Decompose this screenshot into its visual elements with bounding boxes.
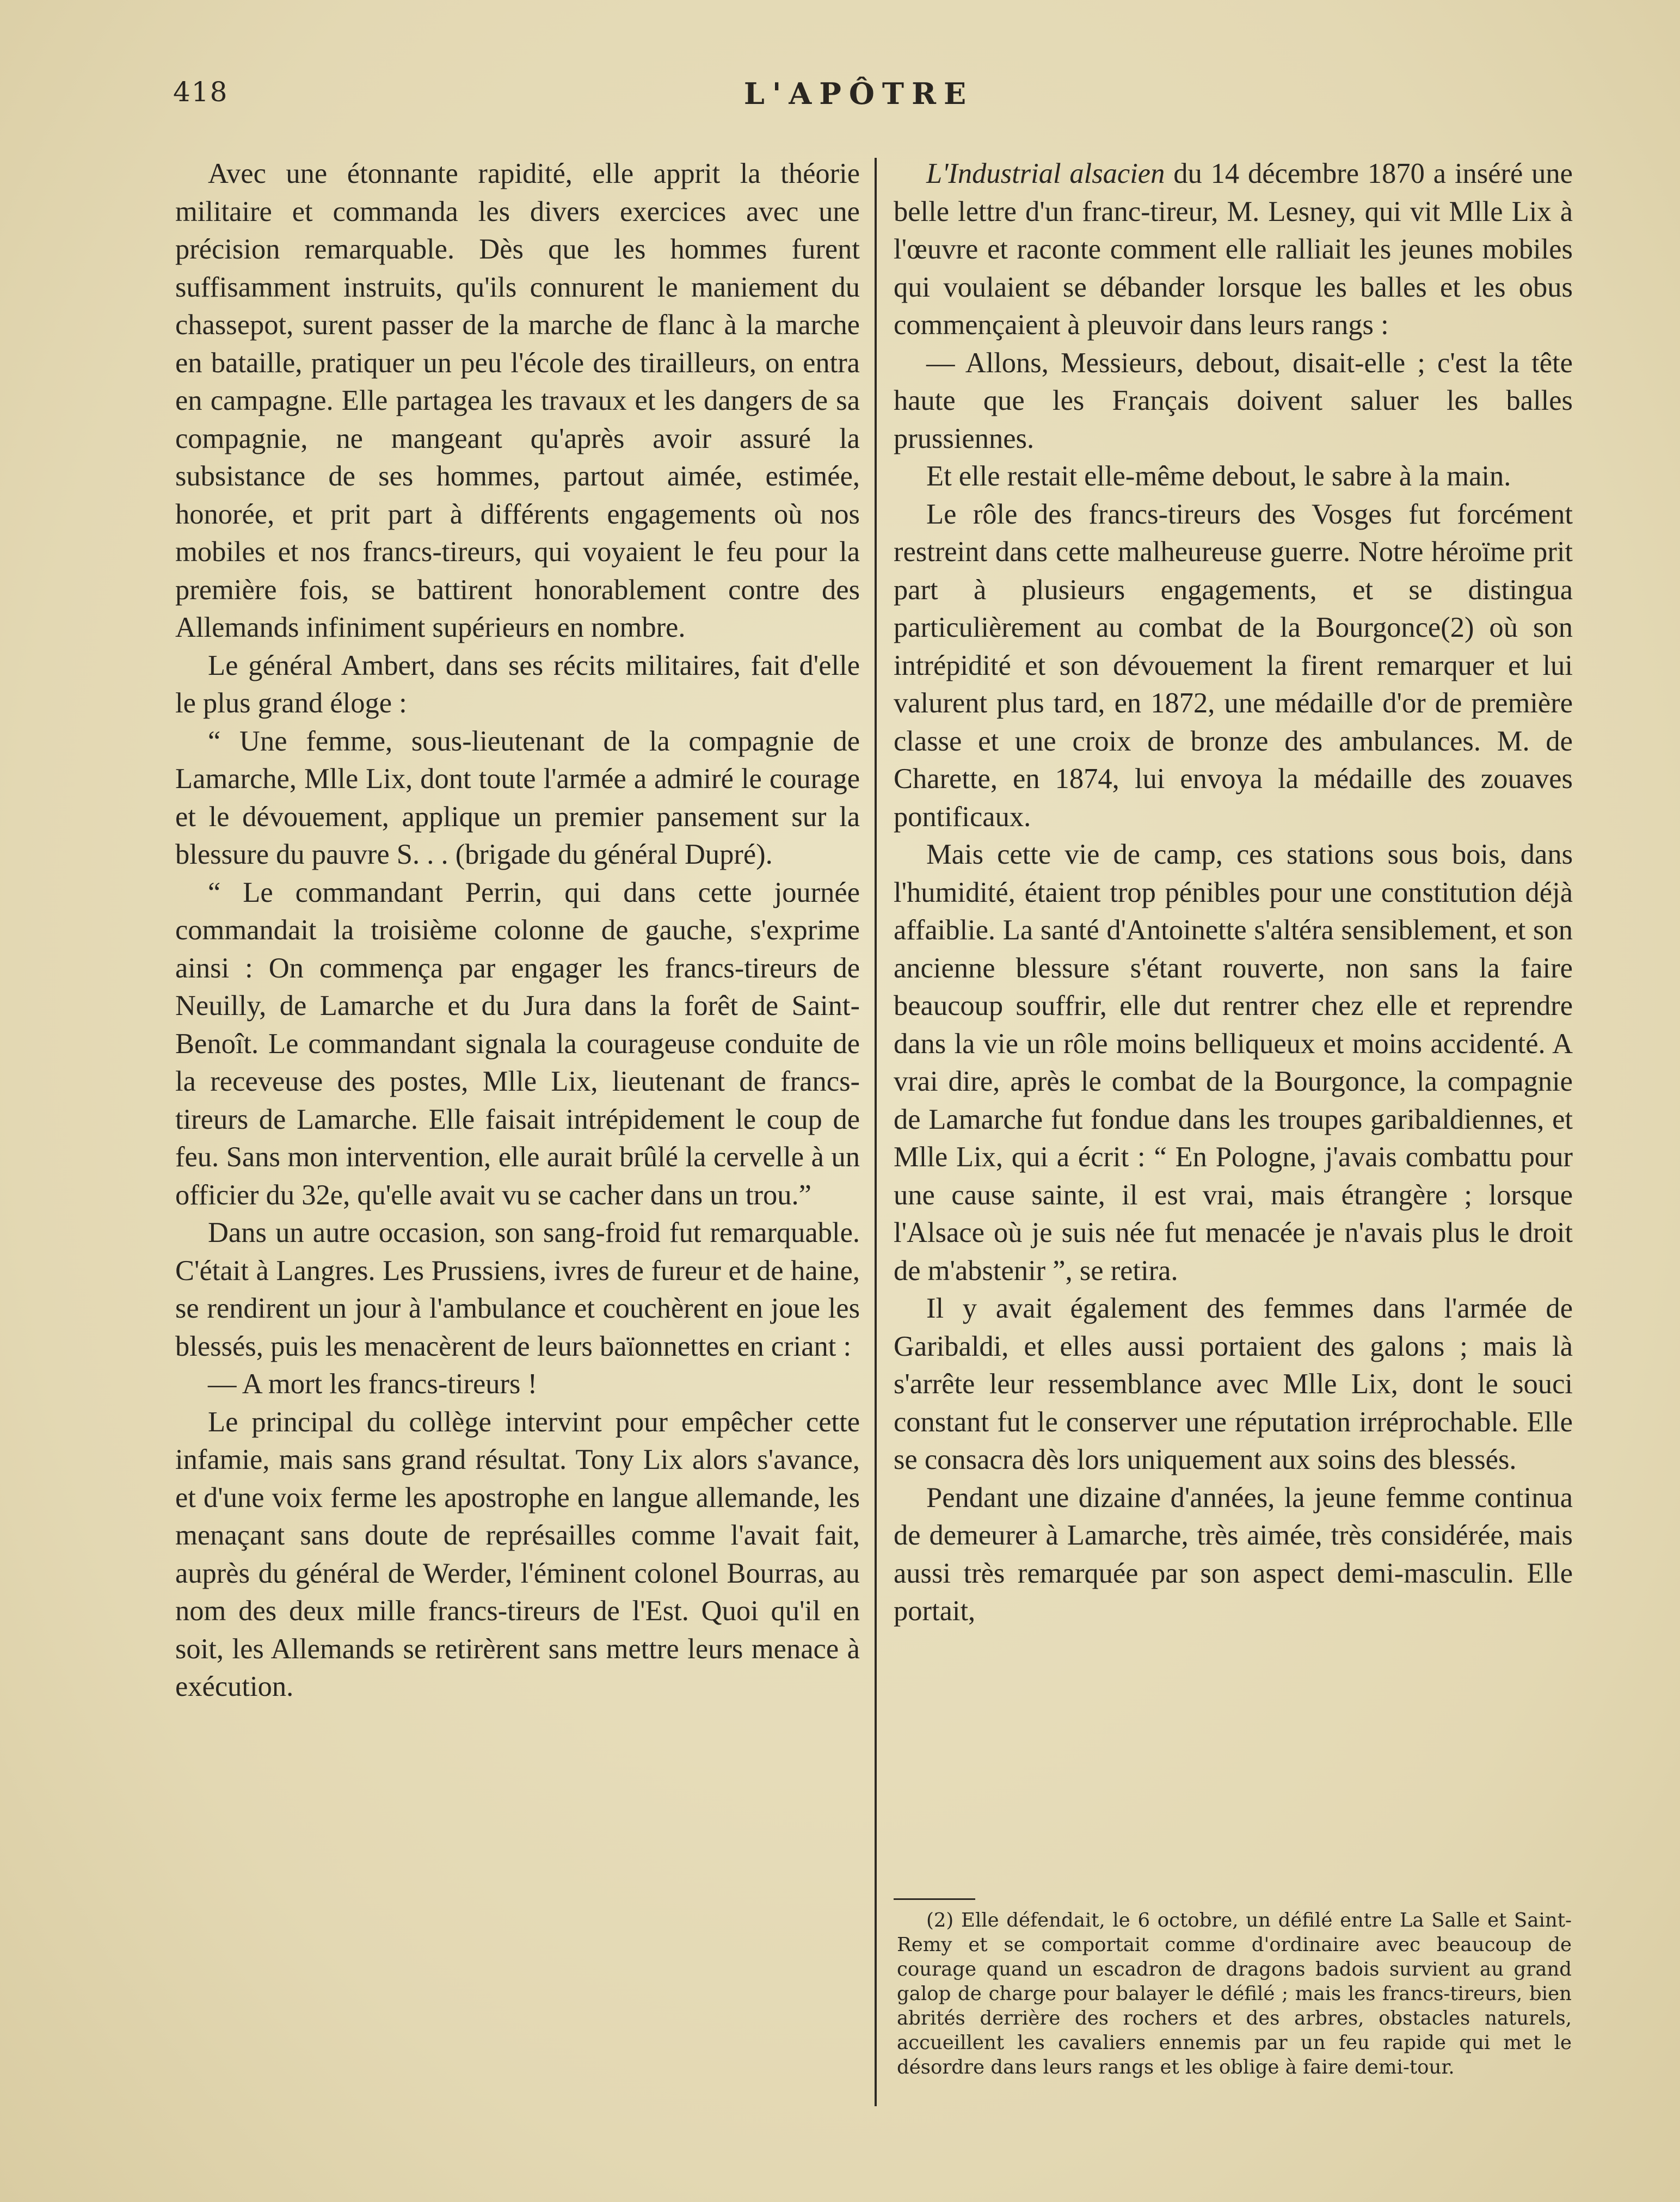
paragraph: Mais cette vie de camp, ces stations sous bois, dans l'humidité, étaient trop pénibles pour une constitution déjà affaiblie. La santé d'Antoinette s'altéra sensiblement, et son ancienne blessure s'étant rouverte, non sans la faire beaucoup souffrir, elle dut rentrer chez elle et reprendre dans la vie un rôle moins belliqueux et moins accidenté. A vrai dire, après le combat de la Bourgonce, la compagnie de Lamarche fut fondue dans les troupes garibaldiennes, et Mlle Lix, qui a écrit : “ En Pologne, j'avais combattu pour une cause sainte, il est vrai, mais étrangère ; lorsque l'Alsace où je suis née fut menacée je n'avais plus le droit de m'abstenir ”, se retira. (894, 839, 1573, 1287)
paragraph: Le rôle des francs-tireurs des Vosges fut forcément restreint dans cette malheureuse guerre. Notre héroïme prit part à plusieurs engagements, et se distingua particulièrement au combat de la Bourgonce(2) où son intrépidité et son dévouement la firent remarquer et lui valurent plus tard, en 1872, une médaille d'or de première classe et une croix de bronze des ambulances. M. de Charette, en 1874, lui envoya la médaille des zouaves pontificaux. (894, 498, 1573, 833)
footnote-text: (2) Elle défendait, le 6 octobre, un défilé entre La Salle et Saint-Remy et se comportait comme d'ordinaire avec beaucoup de courage quand un escadron de dragons badois survient au grand galop de charge pour balayer le défilé ; mais les francs-tireurs, bien abrités derrière des rochers et des arbres, obstacles naturels, accueillent les cavaliers ennemis par un feu rapide qui met le désordre dans leurs rangs et les oblige à faire demi-tour. (897, 1909, 1572, 2078)
footnote-rule (894, 1898, 975, 1900)
column-divider (875, 158, 877, 2106)
paragraph: Le principal du collège intervint pour empêcher cette infamie, mais sans grand résultat. Tony Lix alors s'avance, et d'une voix ferme les apostrophe en langue allemande, les menaçant sans doute de représailles comme l'avait fait, auprès du général de Werder, l'éminent colonel Bourras, au nom des deux mille francs-tireurs de l'Est. Quoi qu'il en soit, les Allemands se retirèrent sans mettre leurs menace à exécution. (175, 1406, 860, 1702)
footnote (897, 1908, 1572, 2080)
paragraph-text: du 14 décembre 1870 a inséré une belle lettre d'un franc-tireur, M. Lesney, qui vit Mlle Lix à l'œuvre et raconte comment elle ralliait les jeunes mobiles qui voulaient se débander lorsque les balles et les obus commençaient à pleuvoir dans leurs rangs : (894, 158, 1573, 341)
paragraph: Il y avait également des femmes dans l'armée de Garibaldi, et elles aussi portaient des galons ; mais là s'arrête leur ressemblance avec Mlle Lix, dont le souci constant fut le conserver une réputation irréprochable. Elle se consacra dès lors uniquement aux soins des blessés. (894, 1293, 1573, 1475)
page-header (173, 76, 1544, 120)
left-column (175, 155, 860, 1706)
paragraph: Pendant une dizaine d'années, la jeune femme continua de demeurer à Lamarche, très aimée, très considérée, mais aussi très remarquée par son aspect demi-masculin. Elle portait, (894, 1481, 1573, 1627)
running-title: L'APÔTRE (743, 76, 974, 111)
dialogue-line: — Allons, Messieurs, debout, disait-elle ; c'est la tête haute que les Français doivent saluer les balles prussiennes. (894, 347, 1573, 454)
dialogue-line: — A mort les francs-tireurs ! (208, 1368, 538, 1400)
quote-paragraph: “ Une femme, sous-lieutenant de la compagnie de Lamarche, Mlle Lix, dont toute l'armée a admiré le courage et le dévouement, applique un premier pansement sur la blessure du pauvre S. . . (brigade du général Dupré). (175, 725, 860, 870)
paragraph: Dans un autre occasion, son sang-froid fut remarquable. C'était à Langres. Les Prussiens, ivres de fureur et de haine, se rendirent un jour à l'ambulance et couchèrent en joue les blessés, puis les menacèrent de leurs baïonnettes en criant : (175, 1217, 860, 1362)
paragraph: Avec une étonnante rapidité, elle apprit la théorie militaire et commanda les divers exercices avec une précision remarquable. Dès que les hommes furent suffisamment instruits, qu'ils connurent le maniement du chassepot, surent passer de la marche de flanc à la marche en bataille, pratiquer un peu l'école des tirailleurs, on entra en campagne. Elle partagea les travaux et les dangers de sa compagnie, ne mangeant qu'après avoir assuré la subsistance de ses hommes, partout aimée, estimée, honorée, et prit part à différents engagements où nos mobiles et nos francs-tireurs, qui voyaient le feu pour la première fois, se battirent honorablement contre des Allemands infiniment supérieurs en nombre. (175, 158, 860, 643)
newspaper-title: L'Industrial alsacien (926, 158, 1165, 189)
quote-paragraph: “ Le commandant Perrin, qui dans cette journée commandait la troisième colonne de gauche, s'exprime ainsi : On commença par engager les francs-tireurs de Neuilly, de Lamarche et du Jura dans la forêt de Saint-Benoît. Le commandant signala la courageuse conduite de la receveuse des postes, Mlle Lix, lieutenant de francs-tireurs de Lamarche. Elle faisait intrépidement le coup de feu. Sans mon intervention, elle aurait brûlé la cervelle à un officier du 32e, qu'elle avait vu se cacher dans un trou.” (175, 876, 860, 1211)
paragraph: Le général Ambert, dans ses récits militaires, fait d'elle le plus grand éloge : (175, 649, 860, 719)
right-column (894, 155, 1573, 1631)
page-number: 418 (173, 76, 229, 108)
paragraph (894, 155, 1573, 345)
paragraph: Et elle restait elle-même debout, le sabre à la main. (926, 460, 1511, 492)
